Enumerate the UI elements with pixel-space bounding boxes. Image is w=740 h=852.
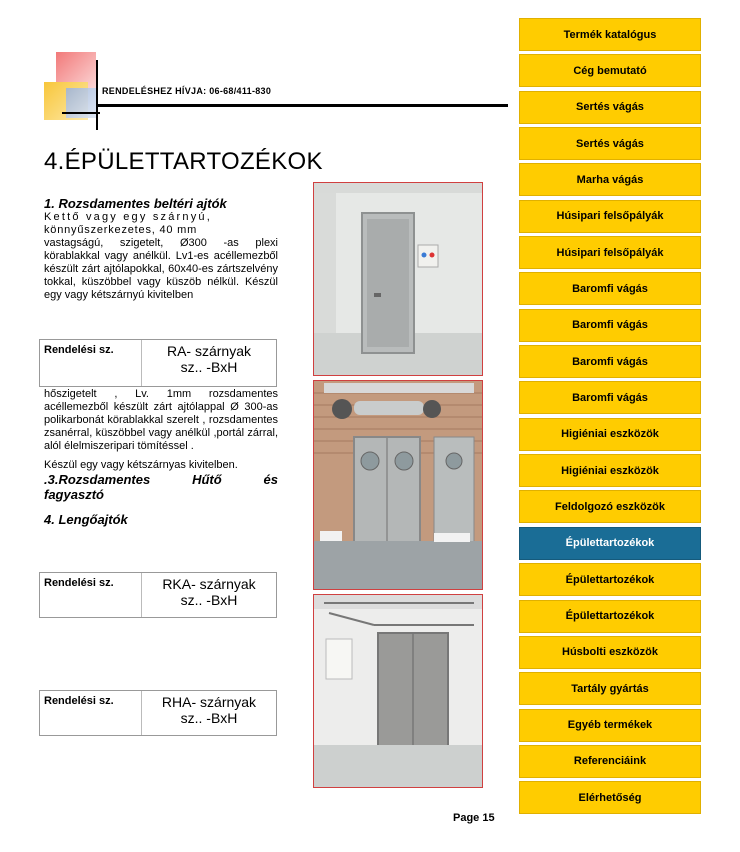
sidebar-item-11[interactable]: Higiéniai eszközök <box>519 418 701 451</box>
sidebar-item-3[interactable]: Sertés vágás <box>519 127 701 160</box>
order-code-line-1: RA- szárnyak <box>166 343 252 359</box>
section-1-line-2: könnyűszerkezetes, 40 mm <box>44 224 198 236</box>
section-1-body: vastagságú, szigetelt, Ø300 -as plexi körablakkal vagy anélkül. Lv1-es acéllemezből készült zárt ajtólapokkal, 60x40-es zártszelvény tokkal, küszöbbel vagy küszöb nélkül. Készül egy vagy kétszárnyú kivitelben <box>44 237 278 301</box>
sidebar-item-12[interactable]: Higiéniai eszközök <box>519 454 701 487</box>
order-hotline: RENDELÉSHEZ HÍVJA: 06-68/411-830 <box>102 86 272 96</box>
sidebar-item-7[interactable]: Baromfi vágás <box>519 272 701 305</box>
sidebar-item-16[interactable]: Épülettartozékok <box>519 600 701 633</box>
sidebar-item-15[interactable]: Épülettartozékok <box>519 563 701 596</box>
order-label: Rendelési sz. <box>40 691 142 735</box>
section-2-body: hőszigetelt , Lv. 1mm rozsdamentes acéllemezből készült zárt ajtólappal Ø 300-as polikarbonát körablakkal szerelt , rozsdamentes zsanérral, küszöbbel vagy anélkül ,portál zárral, alól élelmiszeripari tömítéssel . <box>44 388 278 452</box>
sidebar-item-13[interactable]: Feldolgozó eszközök <box>519 490 701 523</box>
photo-single-door <box>313 182 483 376</box>
sidebar-item-2[interactable]: Sertés vágás <box>519 91 701 124</box>
order-code-line-1: RKA- szárnyak <box>162 576 256 592</box>
sidebar-item-9[interactable]: Baromfi vágás <box>519 345 701 378</box>
section-1 <box>44 196 278 302</box>
order-code-line-2: sz.. -BxH <box>180 359 238 375</box>
order-label: Rendelési sz. <box>40 340 142 386</box>
section-2 <box>44 388 278 527</box>
order-code-line-2: sz.. -BxH <box>180 592 238 608</box>
sidebar-item-6[interactable]: Húsipari felsőpályák <box>519 236 701 269</box>
header-divider <box>98 104 508 107</box>
sidebar-item-0[interactable]: Termék katalógus <box>519 18 701 51</box>
sidebar-item-14[interactable]: Épülettartozékok <box>519 527 701 560</box>
page-number: Page 15 <box>453 812 495 824</box>
order-box-rha <box>39 690 277 736</box>
sidebar-item-20[interactable]: Referenciáink <box>519 745 701 778</box>
page-title: 4.ÉPÜLETTARTOZÉKOK <box>44 148 323 175</box>
header-divider-short <box>62 112 100 114</box>
photo-sliding-door-image <box>314 595 482 787</box>
section-1-heading: 1. Rozsdamentes beltéri ajtók <box>44 196 227 211</box>
photo-sliding-door <box>313 594 483 788</box>
order-label: Rendelési sz. <box>40 573 142 617</box>
photo-double-door <box>313 380 483 590</box>
order-box-ra <box>39 339 277 387</box>
sidebar-item-17[interactable]: Húsbolti eszközök <box>519 636 701 669</box>
order-code-line-1: RHA- szárnyak <box>161 694 257 710</box>
section-2-note: Készül egy vagy kétszárnyas kivitelben. <box>44 459 238 471</box>
section-3-heading: .3.Rozsdamentes Hűtő és fagyasztó <box>44 472 278 502</box>
sidebar-nav <box>519 18 701 818</box>
order-box-rka <box>39 572 277 618</box>
order-code-line-2: sz.. -BxH <box>180 710 238 726</box>
photo-single-door-image <box>314 183 482 375</box>
section-1-line-1: Kettő vagy egy szárnyú, <box>44 211 212 223</box>
order-code <box>142 573 276 617</box>
sidebar-item-5[interactable]: Húsipari felsőpályák <box>519 200 701 233</box>
sidebar-item-21[interactable]: Elérhetőség <box>519 781 701 814</box>
section-4-heading: 4. Lengőajtók <box>44 512 128 527</box>
sidebar-item-8[interactable]: Baromfi vágás <box>519 309 701 342</box>
sidebar-item-4[interactable]: Marha vágás <box>519 163 701 196</box>
sidebar-item-19[interactable]: Egyéb termékek <box>519 709 701 742</box>
sidebar-item-18[interactable]: Tartály gyártás <box>519 672 701 705</box>
sidebar-item-10[interactable]: Baromfi vágás <box>519 381 701 414</box>
sidebar-item-1[interactable]: Cég bemutató <box>519 54 701 87</box>
order-code <box>142 691 276 735</box>
order-code <box>142 340 276 386</box>
photo-double-door-image <box>314 381 482 589</box>
